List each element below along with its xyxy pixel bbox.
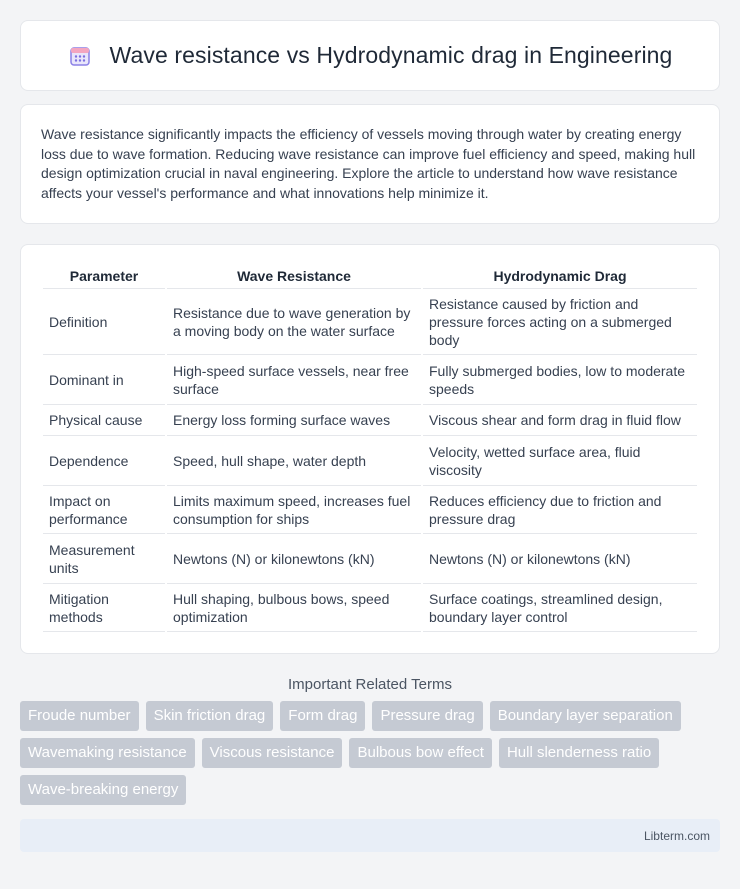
hydrodynamic-drag-cell: Reduces efficiency due to friction and pressure drag	[423, 486, 697, 534]
term-tag[interactable]: Wavemaking resistance	[20, 738, 195, 768]
header-parameter: Parameter	[43, 265, 165, 289]
intro-card	[20, 104, 720, 224]
row-label: Definition	[43, 289, 165, 355]
comparison-table-card	[20, 244, 720, 654]
related-terms-heading: Important Related Terms	[288, 676, 452, 693]
footer	[20, 819, 720, 852]
intro-text: Wave resistance significantly impacts the efficiency of vessels moving through water by creating energy loss due to wave formation. Reducing wave resistance can improve fuel efficiency and speed, making hull design optimization crucial in naval engineering. Explore the article to understand how wave resistance affects your vessel's performance and what innovations help minimize it.	[41, 126, 696, 201]
table-row	[43, 436, 697, 486]
hydrodynamic-drag-cell: Velocity, wetted surface area, fluid viscosity	[423, 436, 697, 486]
footer-site-link[interactable]: Libterm.com	[643, 828, 710, 843]
wave-resistance-cell: Newtons (N) or kilonewtons (kN)	[167, 534, 421, 584]
calendar-grid-icon	[68, 44, 92, 68]
term-tag[interactable]: Froude number	[20, 701, 139, 731]
term-tag[interactable]: Boundary layer separation	[490, 701, 681, 731]
wave-resistance-cell: Resistance due to wave generation by a moving body on the water surface	[167, 289, 421, 355]
table-row	[43, 534, 697, 584]
row-label: Dominant in	[43, 355, 165, 405]
title-card	[20, 20, 720, 91]
page-title: Wave resistance vs Hydrodynamic drag in Engineering	[109, 42, 673, 68]
wave-resistance-cell: Limits maximum speed, increases fuel consumption for ships	[167, 486, 421, 534]
term-tag[interactable]: Wave-breaking energy	[20, 775, 186, 805]
table-row	[43, 486, 697, 534]
term-tag[interactable]: Hull slenderness ratio	[499, 738, 659, 768]
term-tag[interactable]: Skin friction drag	[146, 701, 274, 731]
table-row	[43, 289, 697, 355]
hydrodynamic-drag-cell: Resistance caused by friction and pressure forces acting on a submerged body	[423, 289, 697, 355]
wave-resistance-cell: Hull shaping, bulbous bows, speed optimization	[167, 584, 421, 632]
term-tag[interactable]: Bulbous bow effect	[349, 738, 491, 768]
row-label: Physical cause	[43, 405, 165, 436]
table-row	[43, 584, 697, 632]
wave-resistance-cell: High-speed surface vessels, near free surface	[167, 355, 421, 405]
term-tag[interactable]: Form drag	[280, 701, 365, 731]
related-terms-list	[20, 701, 720, 805]
term-tag[interactable]: Pressure drag	[372, 701, 482, 731]
header-hydrodynamic-drag: Hydrodynamic Drag	[423, 265, 697, 289]
hydrodynamic-drag-cell: Viscous shear and form drag in fluid flow	[423, 405, 697, 436]
header-wave-resistance: Wave Resistance	[167, 265, 421, 289]
row-label: Dependence	[43, 436, 165, 486]
hydrodynamic-drag-cell: Newtons (N) or kilonewtons (kN)	[423, 534, 697, 584]
table-header-row	[43, 265, 697, 289]
table-row	[43, 405, 697, 436]
row-label: Mitigation methods	[43, 584, 165, 632]
hydrodynamic-drag-cell: Surface coatings, streamlined design, boundary layer control	[423, 584, 697, 632]
row-label: Impact on performance	[43, 486, 165, 534]
hydrodynamic-drag-cell: Fully submerged bodies, low to moderate speeds	[423, 355, 697, 405]
comparison-table	[41, 265, 699, 632]
wave-resistance-cell: Speed, hull shape, water depth	[167, 436, 421, 486]
table-row	[43, 355, 697, 405]
wave-resistance-cell: Energy loss forming surface waves	[167, 405, 421, 436]
term-tag[interactable]: Viscous resistance	[202, 738, 343, 768]
row-label: Measurement units	[43, 534, 165, 584]
